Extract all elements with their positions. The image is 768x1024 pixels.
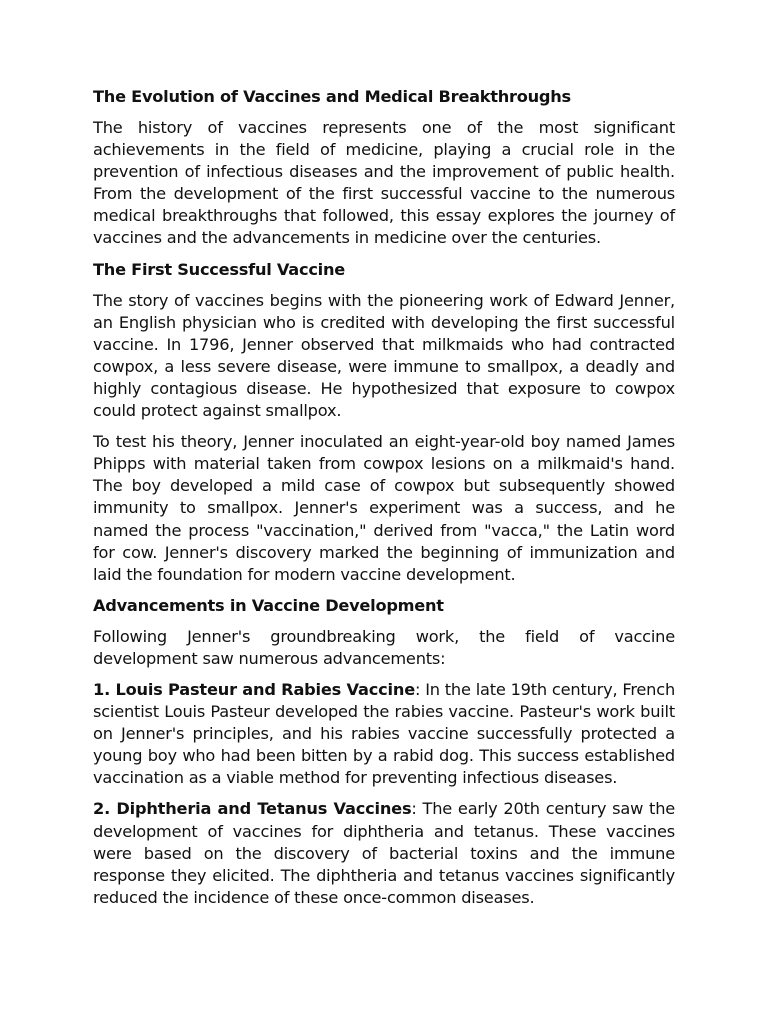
intro-paragraph: The history of vaccines represents one of the most significant achievements in the field of medicine, playing a crucial role in the prevention of infectious diseases and the improvement of public health. From the development of the first successful vaccine to the numerous medical breakthroughs that followed, this essay explores the journey of vaccines and the advancements in medicine over the centuries. <box>93 118 675 248</box>
document-page <box>93 86 675 918</box>
section-heading-first-vaccine: The First Successful Vaccine <box>93 259 345 279</box>
list-item-diphtheria-tetanus <box>93 798 675 908</box>
list-item-text: : In the late 19th century, French scientist Louis Pasteur developed the rabies vaccine. Pasteur's work built on Jenner's principles, and his rabies vaccine successfully protected a young boy who had been bitten by a rabid dog. This success established vaccination as a viable method for preventing infectious diseases. <box>93 679 676 788</box>
jenner-paragraph: The story of vaccines begins with the pioneering work of Edward Jenner, an English physician who is credited with developing the first successful vaccine. In 1796, Jenner observed that milkmaids who had contracted cowpox, a less severe disease, were immune to smallpox, a deadly and highly contagious disease. He hypothesized that exposure to cowpox could protect against smallpox. <box>93 290 675 421</box>
list-item-title: 1. Louis Pasteur and Rabies Vaccine <box>93 679 415 699</box>
list-item-text: : The early 20th century saw the development of vaccines for diphtheria and tetanus. These vaccines were based on the discovery of bacterial toxins and the immune response they elicited. The diphtheria and tetanus vaccines significantly reduced the incidence of these once-common diseases. <box>93 799 676 907</box>
document-title: The Evolution of Vaccines and Medical Breakthroughs <box>93 87 571 106</box>
advancements-intro-paragraph: Following Jenner's groundbreaking work, the field of vaccine development saw numerous advancements: <box>93 626 675 668</box>
list-item-title: 2. Diphtheria and Tetanus Vaccines <box>93 799 412 819</box>
phipps-paragraph: To test his theory, Jenner inoculated an eight-year-old boy named James Phipps with material taken from cowpox lesions on a milkmaid's hand. The boy developed a mild case of cowpox but subsequently showed immunity to smallpox. Jenner's experiment was a success, and he named the process "vaccination," derived from "vacca," the Latin word for cow. Jenner's discovery marked the beginning of immunization and laid the foundation for modern vaccine development. <box>93 432 675 584</box>
section-heading-advancements: Advancements in Vaccine Development <box>93 595 444 615</box>
list-item-pasteur <box>93 679 675 789</box>
